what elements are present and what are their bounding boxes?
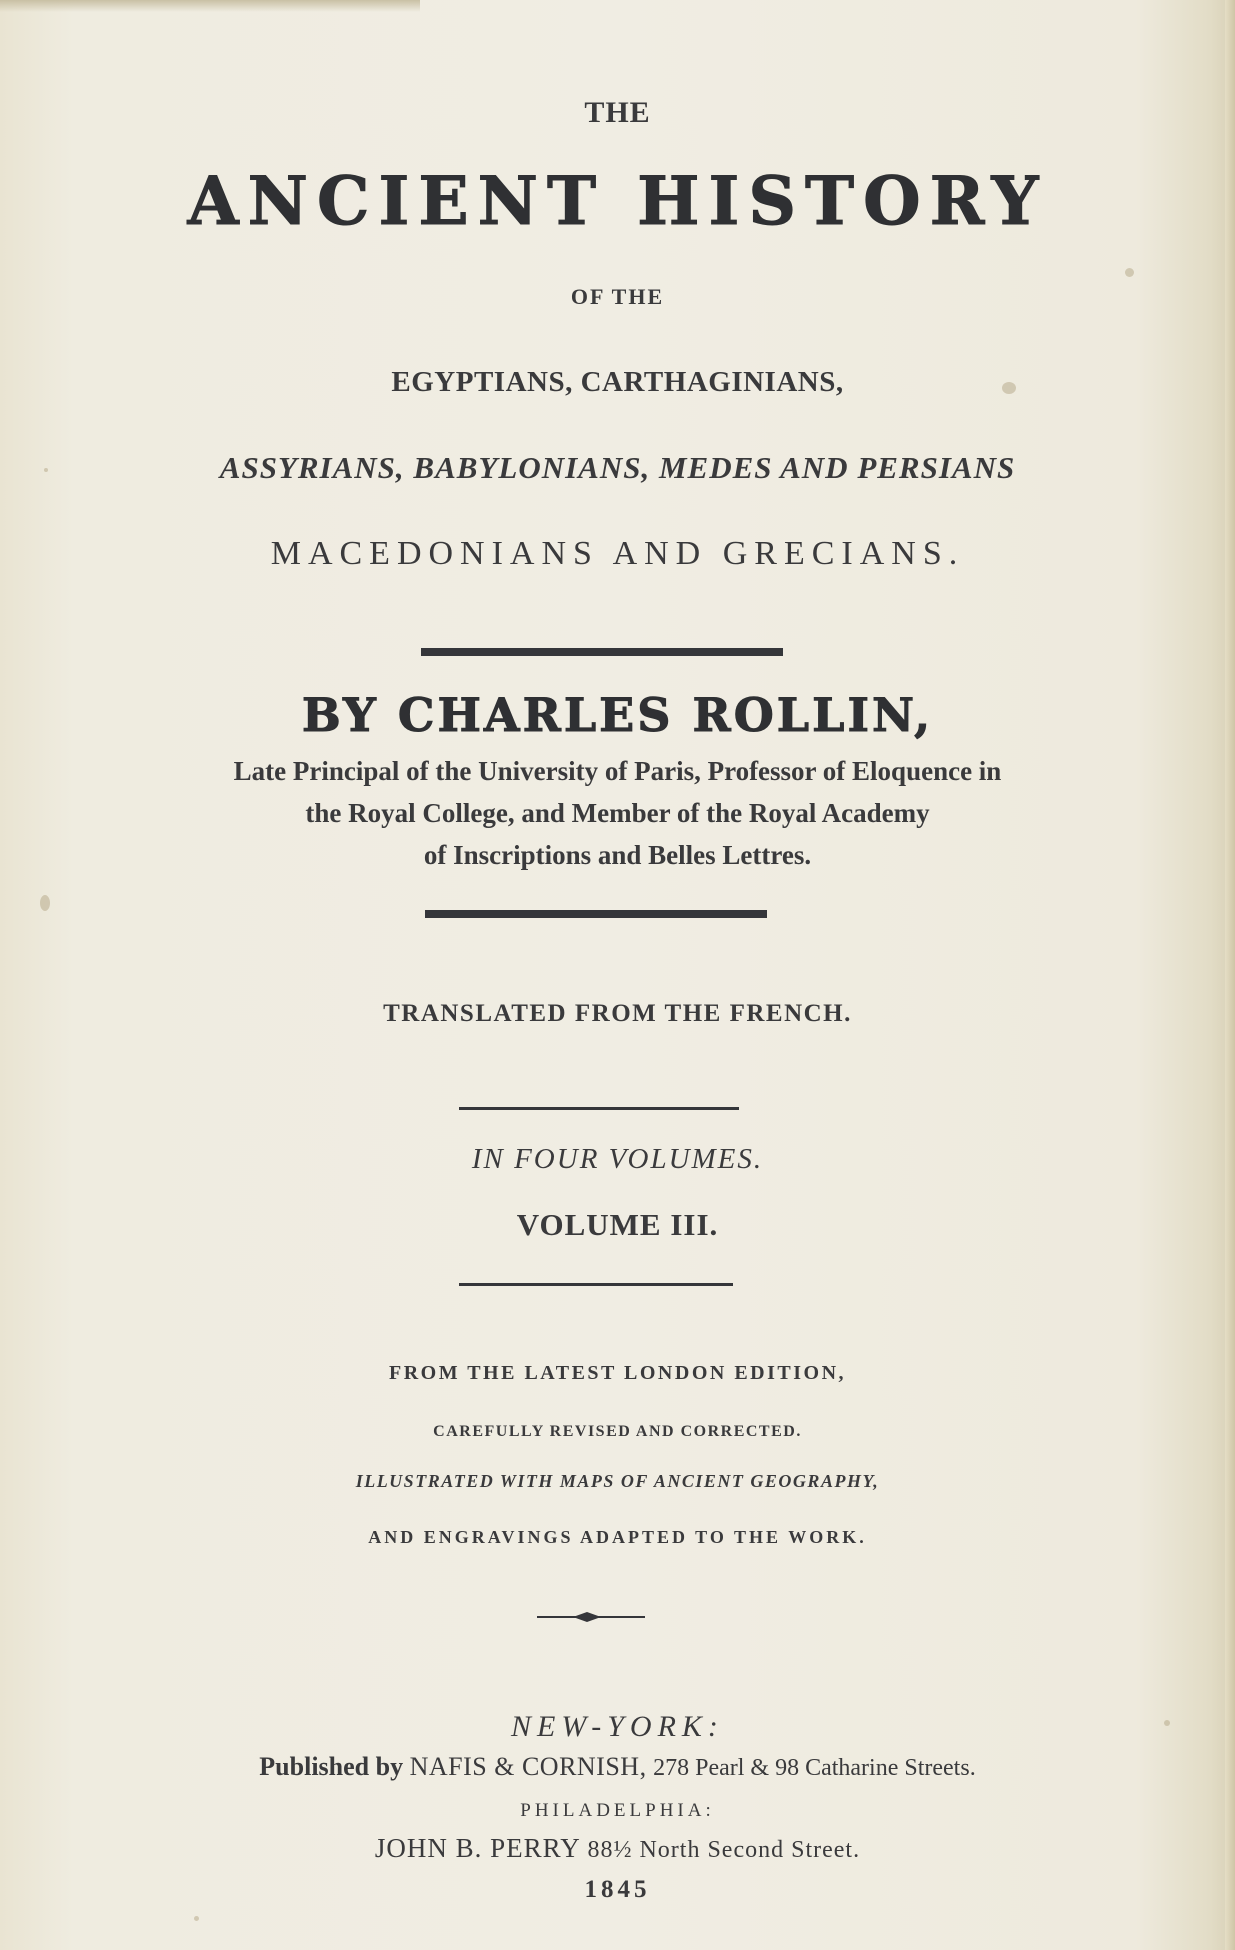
edition-line-1: FROM THE LATEST LONDON EDITION, (388, 1362, 847, 1384)
author-credentials-3: of Inscriptions and Belles Lettres. (423, 840, 812, 870)
publisher-name: NAFIS & CORNISH, (409, 1752, 647, 1781)
translation-note: TRANSLATED FROM THE FRENCH. (383, 1000, 852, 1027)
imprint-city-new-york: NEW-YORK: (511, 1710, 724, 1743)
paper-fleck (1125, 268, 1134, 277)
edition-line-2: CAREFULLY REVISED AND CORRECTED. (433, 1423, 802, 1440)
peoples-line-1: EGYPTIANS, CARTHAGINIANS, (391, 366, 844, 398)
ornament-dash-icon (537, 1610, 645, 1624)
of-the-line: OF THE (570, 284, 665, 309)
volume-count: IN FOUR VOLUMES. (471, 1143, 764, 1175)
divider-rule (459, 1283, 733, 1286)
paper-fleck (40, 895, 50, 911)
imprint-city-philadelphia: PHILADELPHIA: (520, 1800, 715, 1821)
publisher-line (0, 1752, 1235, 1782)
peoples-line-3: MACEDONIANS AND GRECIANS. (270, 535, 965, 572)
title-article: THE (584, 96, 651, 129)
seller-name: JOHN B. PERRY (374, 1833, 580, 1863)
page-stain (0, 0, 420, 12)
peoples-line-2: ASSYRIANS, BABYLONIANS, MEDES AND PERSIANS (219, 450, 1016, 485)
publisher-address: 278 Pearl & 98 Catharine Streets. (653, 1755, 976, 1781)
edition-line-4: AND ENGRAVINGS ADAPTED TO THE WORK. (368, 1527, 867, 1547)
author-line: BY CHARLES ROLLIN, (301, 688, 934, 742)
edition-line-3: ILLUSTRATED WITH MAPS OF ANCIENT GEOGRAPHY, (355, 1471, 880, 1491)
paper-fleck (194, 1916, 199, 1921)
publisher-prefix: Published by (259, 1752, 404, 1781)
publication-year: 1845 (584, 1876, 651, 1903)
book-title: ANCIENT HISTORY (187, 162, 1048, 240)
seller-line (0, 1833, 1235, 1864)
divider-rule (425, 910, 767, 918)
author-credentials-2: the Royal College, and Member of the Royal Academy (305, 798, 930, 828)
divider-rule (459, 1107, 739, 1110)
author-credentials-1: Late Principal of the University of Paris, Professor of Eloquence in (233, 756, 1002, 786)
volume-number: VOLUME III. (516, 1207, 719, 1242)
divider-rule (421, 648, 783, 656)
seller-address: 88½ North Second Street. (587, 1837, 861, 1863)
